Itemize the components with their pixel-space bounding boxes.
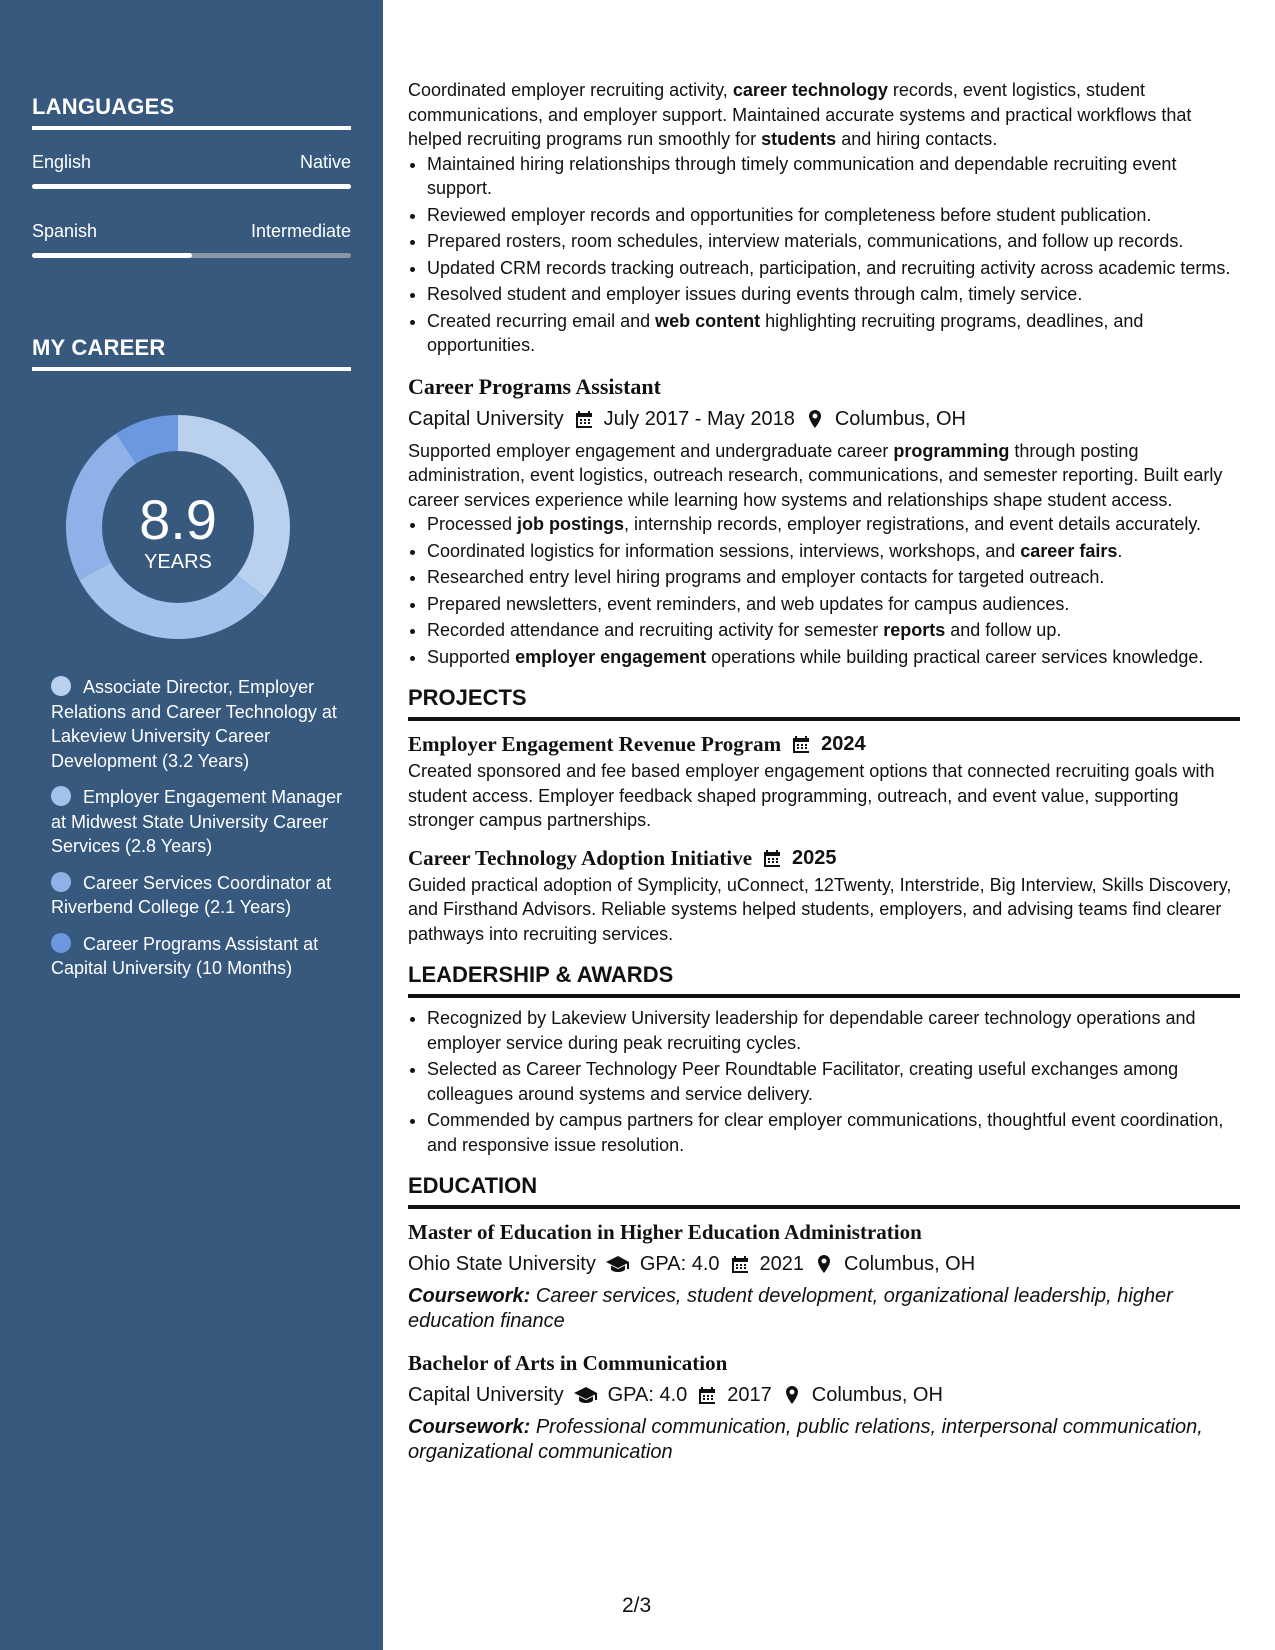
bold-text: reports (883, 620, 946, 640)
language-level: Intermediate (250, 221, 351, 241)
bullet-item: • Updated CRM records tracking outreach, participation, and recruiting activity across academic terms. (427, 256, 1240, 281)
bullet-item: • Reviewed employer records and opportunities for completeness before student publication. (427, 203, 1240, 228)
career-item (51, 785, 351, 859)
bullet-item: • Selected as Career Technology Peer Roundtable Facilitator, creating useful exchanges among colleagues around systems and service delivery. (427, 1057, 1240, 1106)
bold-text: web content (655, 310, 761, 331)
page-number: 2/3 (622, 1594, 652, 1617)
bullet-item: • Resolved student and employer issues during events through calm, timely service. (427, 282, 1240, 307)
text: Coordinated employer recruiting activity, (408, 80, 733, 100)
career-heading: MY CAREER (32, 335, 351, 371)
gpa: GPA: 4.0 (639, 1253, 720, 1275)
education-heading: EDUCATION (408, 1171, 1240, 1209)
intro-bullets (408, 152, 1240, 358)
language-row-spanish (32, 221, 351, 242)
language-name: English (32, 152, 92, 172)
bold-text: career technology (732, 80, 888, 100)
career-dot (51, 786, 71, 806)
language-name: Spanish (32, 221, 98, 241)
education-meta (408, 1249, 1240, 1279)
leadership-list (408, 1006, 1240, 1157)
bullet-item (427, 512, 1240, 537)
location-pin-icon (782, 1385, 802, 1405)
text: and follow up. (945, 620, 1062, 640)
language-level: Native (299, 152, 351, 172)
bullet-item (427, 618, 1240, 643)
career-donut-chart (66, 415, 290, 639)
graduation-cap-icon (574, 1385, 598, 1405)
degree-title: Bachelor of Arts in Communication (408, 1351, 728, 1375)
years-label: YEARS (144, 551, 212, 573)
job-company: Capital University (408, 407, 564, 430)
career-list (51, 675, 351, 993)
job-location: Columbus, OH (834, 407, 966, 430)
calendar-icon (730, 1254, 750, 1274)
sidebar (0, 0, 383, 1650)
calendar-icon (762, 848, 782, 868)
career-item (51, 932, 351, 981)
coursework-label: Coursework: (408, 1285, 531, 1307)
bullet-item (427, 539, 1240, 564)
text: , internship records, employer registrations, and event details accurately. (624, 514, 1201, 534)
bullet-item: • Recognized by Lakeview University leadership for dependable career technology operations and employer service during peak recruiting cycles. (427, 1006, 1240, 1055)
text: highlighting recruiting programs, deadlines, and opportunities. (427, 310, 1144, 355)
languages-heading: LANGUAGES (32, 94, 351, 130)
calendar-icon (697, 1385, 717, 1405)
text: Coordinated logistics for information sessions, interviews, workshops, and (427, 540, 1021, 561)
graduation-year: 2017 (727, 1384, 772, 1406)
bullet-item (427, 645, 1240, 670)
job-dates: July 2017 - May 2018 (603, 407, 795, 430)
bullet-item (427, 309, 1240, 358)
job-bullets (408, 512, 1240, 669)
projects-heading: PROJECTS (408, 683, 1240, 721)
project-title: Career Technology Adoption Initiative (408, 845, 753, 870)
project-title-row (408, 843, 1240, 873)
project-title-row (408, 729, 1240, 759)
bold-text: career fairs (1020, 540, 1118, 561)
location-pin-icon (814, 1254, 834, 1274)
language-bar-fill (32, 253, 192, 258)
text: Processed (427, 514, 518, 534)
coursework (408, 1284, 1240, 1334)
leadership-heading: LEADERSHIP & AWARDS (408, 960, 1240, 998)
school-name: Ohio State University (408, 1253, 596, 1275)
job-summary (408, 439, 1240, 513)
bullet-item: • Maintained hiring relationships through timely communication and dependable recruiting event support. (427, 152, 1240, 201)
bold-text: programming (893, 440, 1010, 461)
language-bar-fill (32, 184, 351, 189)
coursework-text: Career services, student development, organizational leadership, higher education finance (408, 1285, 1173, 1332)
graduation-cap-icon (606, 1254, 630, 1274)
text: records, event logistics, student communications, and employer support. Maintained accurate systems and practical workflows that helped recruiting programs run smoothly for (408, 80, 1192, 149)
text: Supported (427, 646, 516, 667)
language-row-english (32, 152, 351, 173)
bullet-item: • Prepared newsletters, event reminders, and web updates for campus audiences. (427, 592, 1240, 617)
text: . (1117, 540, 1123, 561)
coursework-text: Professional communication, public relations, interpersonal communication, organizational communication (408, 1416, 1203, 1463)
bullet-item: • Prepared rosters, room schedules, interview materials, communications, and follow up records. (427, 229, 1240, 254)
bullet-item: • Commended by campus partners for clear employer communications, thoughtful event coordination, and responsive issue resolution. (427, 1108, 1240, 1157)
project-year: 2025 (792, 846, 837, 869)
school-location: Columbus, OH (844, 1253, 976, 1275)
text: through posting administration, event logistics, outreach research, communications, and semester reporting. Built early career services experience while learning how systems and relationships shape student access. (408, 440, 1223, 510)
project-description: Guided practical adoption of Symplicity, uConnect, 12Twenty, Interstride, Big Interview, Skills Discovery, and Firsthand Advisors. Reliable systems helped students, employers, and advising teams find clearer pathways into recruiting services. (408, 874, 1232, 944)
career-dot (51, 676, 71, 696)
career-item-text: Employer Engagement Manager at Midwest State University Career Services (2.8 Years) (51, 787, 343, 856)
job-meta (408, 404, 1240, 434)
project-title: Employer Engagement Revenue Program (408, 732, 782, 756)
school-location: Columbus, OH (811, 1384, 943, 1406)
text: and hiring contacts. (836, 129, 998, 149)
calendar-icon (574, 409, 594, 429)
main-content (408, 78, 1240, 1479)
project-description: Created sponsored and fee based employer engagement options that connected recruiting goals with student access. Employer feedback shaped programming, outreach, and event value, supporting stronger campus partnerships. (408, 761, 1215, 830)
education-meta (408, 1380, 1240, 1410)
calendar-icon (791, 734, 811, 754)
coursework-label: Coursework: (408, 1416, 531, 1438)
career-dot (51, 872, 71, 892)
career-item (51, 871, 351, 920)
text: operations while building practical career services knowledge. (706, 646, 1204, 667)
text: Recorded attendance and recruiting activity for semester (427, 620, 884, 640)
bullet-item: • Researched entry level hiring programs and employer contacts for targeted outreach. (427, 565, 1240, 590)
coursework (408, 1415, 1240, 1465)
career-item (51, 675, 351, 773)
career-item-text: Associate Director, Employer Relations and Career Technology at Lakeview University Career Development (3.2 Years) (51, 677, 337, 771)
career-item-text: Career Services Coordinator at Riverbend College (2.1 Years) (51, 872, 332, 917)
bold-text: job postings (517, 514, 625, 534)
school-name: Capital University (408, 1384, 564, 1406)
project-year: 2024 (821, 733, 866, 755)
text: Supported employer engagement and undergraduate career (408, 440, 894, 461)
graduation-year: 2021 (759, 1253, 805, 1275)
intro-summary (408, 78, 1240, 152)
total-years-value: 8.9 (139, 488, 217, 551)
language-bar-spanish (32, 253, 351, 258)
bold-text: employer engagement (515, 646, 707, 667)
location-pin-icon (805, 409, 825, 429)
language-bar-english (32, 184, 351, 189)
career-dot (51, 933, 71, 953)
bold-text: students (761, 129, 837, 149)
gpa: GPA: 4.0 (607, 1384, 688, 1406)
text: Created recurring email and (427, 310, 656, 331)
degree-title: Master of Education in Higher Education Administration (408, 1220, 922, 1244)
job-title: Career Programs Assistant (408, 373, 661, 399)
career-item-text: Career Programs Assistant at Capital University (10 Months) (51, 933, 319, 978)
